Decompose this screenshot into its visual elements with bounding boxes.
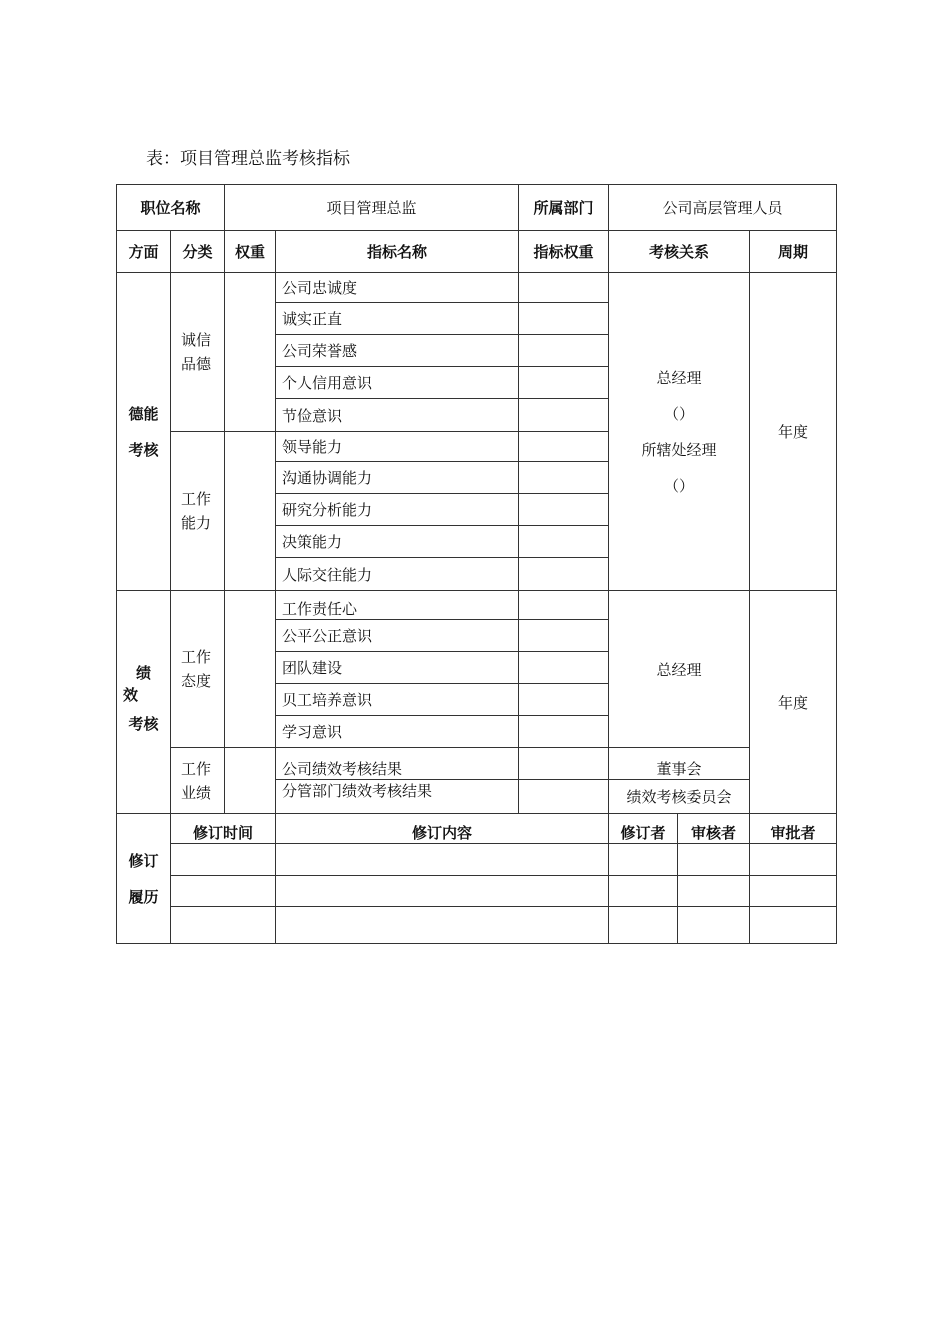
- indicator-weight: [519, 684, 609, 716]
- weight-cell: [225, 432, 276, 591]
- indicator-name: 学习意识: [276, 716, 519, 748]
- reviser-header: 修订者: [609, 814, 678, 844]
- relation-committee: 绩效考核委员会: [609, 780, 750, 814]
- category-cell: 工作 能力: [171, 432, 225, 591]
- revision-label: 修订 履历: [117, 814, 171, 944]
- revision-content-cell[interactable]: [276, 907, 609, 944]
- revision-row: [117, 907, 837, 944]
- table-row: [117, 748, 837, 780]
- indicator-name: 贝工培养意识: [276, 684, 519, 716]
- weight-cell: [225, 273, 276, 432]
- indicator-name: 分管部门绩效考核结果: [276, 780, 519, 814]
- indicator-name: 诚实正直: [276, 303, 519, 335]
- dept-label: 所属部门: [519, 185, 609, 231]
- col-aspect: 方面: [117, 231, 171, 273]
- indicator-weight: [519, 462, 609, 494]
- revision-time-cell[interactable]: [171, 844, 276, 876]
- relation-cell: 总经理 （） 所辖处经理 （）: [609, 273, 750, 591]
- indicator-name: 公司绩效考核结果: [276, 748, 519, 780]
- weight-cell: [225, 591, 276, 748]
- indicator-weight: [519, 335, 609, 367]
- table-row: [117, 591, 837, 620]
- indicator-name: 节俭意识: [276, 399, 519, 432]
- table-row: [117, 273, 837, 303]
- revision-time-cell[interactable]: [171, 876, 276, 907]
- revision-header-row: [117, 814, 837, 844]
- indicator-weight: [519, 303, 609, 335]
- approver-header: 审批者: [750, 814, 837, 844]
- category-cell: 工作 业绩: [171, 748, 225, 814]
- indicator-weight: [519, 558, 609, 591]
- indicator-name: 公平公正意识: [276, 620, 519, 652]
- weight-cell: [225, 748, 276, 814]
- aspect-cell: 德能 考核: [117, 273, 171, 591]
- approver-cell[interactable]: [750, 844, 837, 876]
- indicator-weight: [519, 780, 609, 814]
- indicator-weight: [519, 367, 609, 399]
- indicator-weight: [519, 494, 609, 526]
- indicator-name: 研究分析能力: [276, 494, 519, 526]
- col-indicator: 指标名称: [276, 231, 519, 273]
- position-label: 职位名称: [117, 185, 225, 231]
- table-caption: 表：项目管理总监考核指标: [146, 149, 350, 169]
- reviewer-cell[interactable]: [678, 844, 750, 876]
- indicator-name: 人际交往能力: [276, 558, 519, 591]
- relation-cell: 总经理: [609, 591, 750, 748]
- revision-content-cell[interactable]: [276, 844, 609, 876]
- relation-board: 董事会: [609, 748, 750, 780]
- indicator-name: 沟通协调能力: [276, 462, 519, 494]
- revision-time-header: 修订时间: [171, 814, 276, 844]
- revision-content-cell[interactable]: [276, 876, 609, 907]
- reviewer-cell[interactable]: [678, 876, 750, 907]
- indicator-weight: [519, 273, 609, 303]
- col-period: 周期: [750, 231, 837, 273]
- indicator-weight: [519, 432, 609, 462]
- reviser-cell[interactable]: [609, 907, 678, 944]
- period-cell: 年度: [750, 591, 837, 814]
- aspect-cell: 绩 效 考核: [117, 591, 171, 814]
- revision-time-cell[interactable]: [171, 907, 276, 944]
- approver-cell[interactable]: [750, 876, 837, 907]
- indicator-name: 公司忠诚度: [276, 273, 519, 303]
- kpi-table: [116, 184, 837, 944]
- approver-cell[interactable]: [750, 907, 837, 944]
- reviser-cell[interactable]: [609, 876, 678, 907]
- revision-content-header: 修订内容: [276, 814, 609, 844]
- indicator-weight: [519, 526, 609, 558]
- reviser-cell[interactable]: [609, 844, 678, 876]
- indicator-name: 工作责任心: [276, 591, 519, 620]
- reviewer-cell[interactable]: [678, 907, 750, 944]
- col-indicator-weight: 指标权重: [519, 231, 609, 273]
- indicator-name: 公司荣誉感: [276, 335, 519, 367]
- category-cell: 工作 态度: [171, 591, 225, 748]
- indicator-name: 团队建设: [276, 652, 519, 684]
- revision-row: [117, 844, 837, 876]
- dept-value: 公司高层管理人员: [609, 185, 837, 231]
- indicator-name: 领导能力: [276, 432, 519, 462]
- revision-row: [117, 876, 837, 907]
- col-category: 分类: [171, 231, 225, 273]
- indicator-weight: [519, 748, 609, 780]
- position-value: 项目管理总监: [225, 185, 519, 231]
- reviewer-header: 审核者: [678, 814, 750, 844]
- indicator-weight: [519, 716, 609, 748]
- indicator-weight: [519, 591, 609, 620]
- indicator-weight: [519, 620, 609, 652]
- period-cell: 年度: [750, 273, 837, 591]
- col-weight: 权重: [225, 231, 276, 273]
- indicator-name: 决策能力: [276, 526, 519, 558]
- indicator-name: 个人信用意识: [276, 367, 519, 399]
- indicator-weight: [519, 652, 609, 684]
- category-cell: 诚信 品德: [171, 273, 225, 432]
- col-relation: 考核关系: [609, 231, 750, 273]
- indicator-weight: [519, 399, 609, 432]
